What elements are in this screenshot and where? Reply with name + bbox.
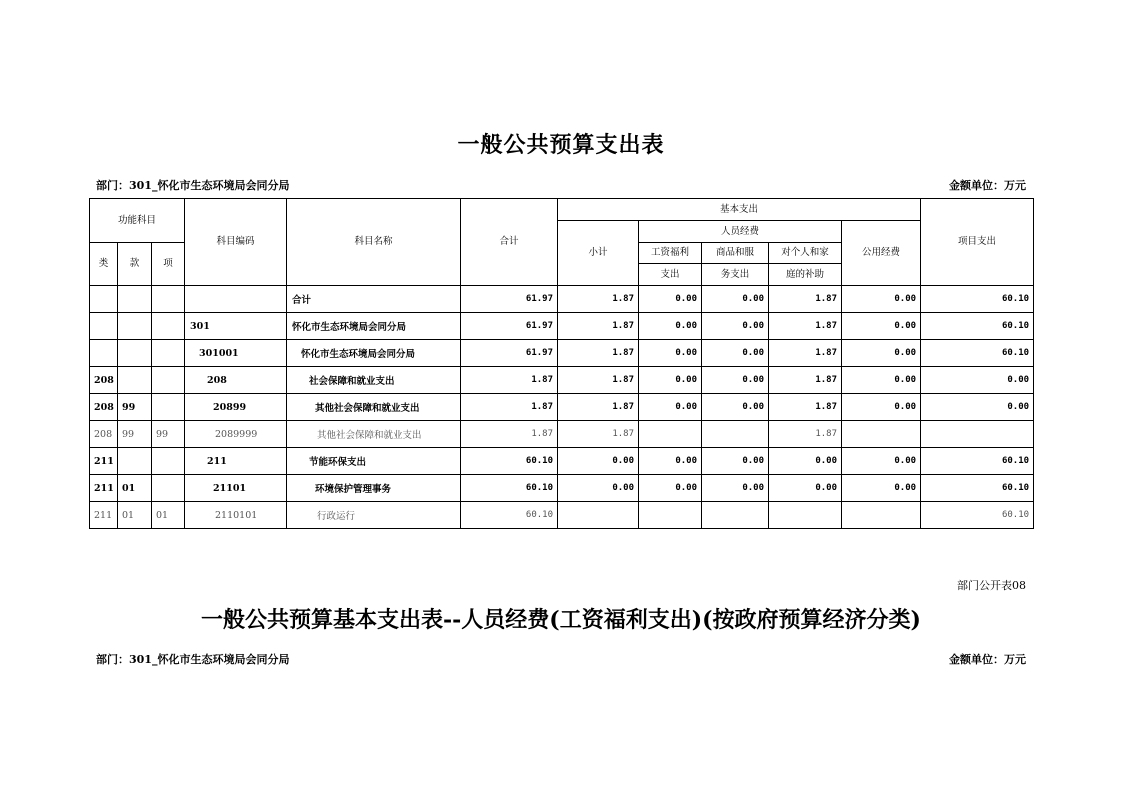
cell-kuan (118, 313, 152, 340)
cell-subtotal: 1.87 (558, 367, 639, 394)
cell-wage: 0.00 (639, 340, 702, 367)
cell-lei (90, 340, 118, 367)
header-kuan: 款 (118, 243, 152, 286)
cell-code: 208 (185, 367, 287, 394)
cell-xiang: 99 (152, 421, 185, 448)
cell-subtotal: 1.87 (558, 421, 639, 448)
cell-goods: 0.00 (702, 340, 769, 367)
cell-subtotal: 1.87 (558, 340, 639, 367)
header-name: 科目名称 (287, 199, 461, 286)
cell-lei: 211 (90, 502, 118, 529)
cell-xiang (152, 367, 185, 394)
cell-kuan: 01 (118, 475, 152, 502)
cell-public: 0.00 (842, 448, 921, 475)
cell-xiang (152, 286, 185, 313)
table-row (90, 313, 1034, 340)
cell-goods: 0.00 (702, 448, 769, 475)
cell-project: 60.10 (921, 502, 1034, 529)
cell-total: 1.87 (461, 421, 558, 448)
cell-lei: 208 (90, 421, 118, 448)
cell-family: 1.87 (769, 367, 842, 394)
cell-family: 1.87 (769, 394, 842, 421)
table-body (90, 286, 1034, 529)
cell-code: 21101 (185, 475, 287, 502)
cell-public: 0.00 (842, 313, 921, 340)
cell-wage: 0.00 (639, 286, 702, 313)
cell-public: 0.00 (842, 340, 921, 367)
cell-lei: 208 (90, 367, 118, 394)
cell-total: 60.10 (461, 475, 558, 502)
page-title: 一般公共预算支出表 (457, 132, 665, 158)
cell-name: 其他社会保障和就业支出 (287, 421, 461, 448)
table-row (90, 475, 1034, 502)
header-total: 合计 (461, 199, 558, 286)
cell-family: 1.87 (769, 313, 842, 340)
cell-name: 怀化市生态环境局会同分局 (287, 340, 461, 367)
header-goods-1: 商品和服 (702, 243, 769, 264)
header-func: 功能科目 (90, 199, 185, 243)
cell-code: 301001 (185, 340, 287, 367)
department-label: 部门：301_怀化市生态环境局会同分局 (96, 179, 290, 192)
cell-project: 60.10 (921, 340, 1034, 367)
cell-wage: 0.00 (639, 394, 702, 421)
cell-kuan (118, 448, 152, 475)
cell-name: 节能环保支出 (287, 448, 461, 475)
cell-name: 行政运行 (287, 502, 461, 529)
cell-xiang (152, 394, 185, 421)
cell-code: 2110101 (185, 502, 287, 529)
header-wage-2: 支出 (639, 264, 702, 286)
cell-wage: 0.00 (639, 367, 702, 394)
cell-goods (702, 421, 769, 448)
cell-code: 211 (185, 448, 287, 475)
cell-goods: 0.00 (702, 475, 769, 502)
table-row (90, 394, 1034, 421)
table-row (90, 448, 1034, 475)
cell-lei: 211 (90, 448, 118, 475)
cell-total: 60.10 (461, 502, 558, 529)
cell-name: 怀化市生态环境局会同分局 (287, 313, 461, 340)
header-lei: 类 (90, 243, 118, 286)
unit-label: 金额单位：万元 (949, 179, 1026, 192)
cell-wage: 0.00 (639, 475, 702, 502)
cell-goods: 0.00 (702, 394, 769, 421)
cell-public (842, 421, 921, 448)
cell-code: 2089999 (185, 421, 287, 448)
cell-project: 60.10 (921, 313, 1034, 340)
cell-project: 60.10 (921, 286, 1034, 313)
cell-xiang: 01 (152, 502, 185, 529)
cell-subtotal: 1.87 (558, 394, 639, 421)
cell-lei: 208 (90, 394, 118, 421)
table-meta (96, 177, 1026, 193)
cell-public (842, 502, 921, 529)
cell-goods (702, 502, 769, 529)
cell-family: 0.00 (769, 448, 842, 475)
cell-wage: 0.00 (639, 448, 702, 475)
cell-xiang (152, 448, 185, 475)
cell-family (769, 502, 842, 529)
cell-lei (90, 313, 118, 340)
cell-code: 301 (185, 313, 287, 340)
cell-total: 61.97 (461, 313, 558, 340)
cell-family: 1.87 (769, 340, 842, 367)
cell-kuan (118, 286, 152, 313)
cell-kuan (118, 367, 152, 394)
cell-goods: 0.00 (702, 367, 769, 394)
cell-total: 60.10 (461, 448, 558, 475)
cell-name: 环境保护管理事务 (287, 475, 461, 502)
table-meta-2 (96, 651, 1026, 667)
header-basic: 基本支出 (558, 199, 921, 221)
cell-public: 0.00 (842, 286, 921, 313)
cell-kuan: 99 (118, 421, 152, 448)
cell-kuan: 01 (118, 502, 152, 529)
cell-code: 20899 (185, 394, 287, 421)
cell-project (921, 421, 1034, 448)
cell-wage: 0.00 (639, 313, 702, 340)
cell-total: 61.97 (461, 286, 558, 313)
cell-public: 0.00 (842, 394, 921, 421)
cell-total: 1.87 (461, 394, 558, 421)
cell-family: 1.87 (769, 286, 842, 313)
unit-label-2: 金额单位：万元 (949, 653, 1026, 666)
cell-lei (90, 286, 118, 313)
cell-code (185, 286, 287, 313)
header-project: 项目支出 (921, 199, 1034, 286)
cell-goods: 0.00 (702, 313, 769, 340)
cell-total: 61.97 (461, 340, 558, 367)
table-row (90, 340, 1034, 367)
cell-subtotal: 0.00 (558, 475, 639, 502)
cell-lei: 211 (90, 475, 118, 502)
cell-name: 合计 (287, 286, 461, 313)
cell-family: 1.87 (769, 421, 842, 448)
header-wage-1: 工资福利 (639, 243, 702, 264)
cell-subtotal: 1.87 (558, 313, 639, 340)
table-row (90, 367, 1034, 394)
table-row (90, 502, 1034, 529)
cell-family: 0.00 (769, 475, 842, 502)
table-number: 部门公开表08 (957, 579, 1026, 592)
header-goods-2: 务支出 (702, 264, 769, 286)
cell-project: 60.10 (921, 448, 1034, 475)
header-public: 公用经费 (842, 221, 921, 286)
second-page-title: 一般公共预算基本支出表--人员经费(工资福利支出)(按政府预算经济分类) (201, 607, 921, 633)
table-header (90, 199, 1034, 286)
cell-wage (639, 421, 702, 448)
cell-subtotal (558, 502, 639, 529)
table-row (90, 286, 1034, 313)
cell-xiang (152, 475, 185, 502)
header-code: 科目编码 (185, 199, 287, 286)
cell-project: 0.00 (921, 394, 1034, 421)
cell-kuan (118, 340, 152, 367)
cell-project: 60.10 (921, 475, 1034, 502)
cell-public: 0.00 (842, 367, 921, 394)
header-family-2: 庭的补助 (769, 264, 842, 286)
cell-kuan: 99 (118, 394, 152, 421)
header-family-1: 对个人和家 (769, 243, 842, 264)
cell-wage (639, 502, 702, 529)
header-xiang: 项 (152, 243, 185, 286)
budget-table (89, 198, 1034, 529)
header-personnel: 人员经费 (639, 221, 842, 243)
header-subtotal: 小计 (558, 221, 639, 286)
cell-xiang (152, 340, 185, 367)
table-row (90, 421, 1034, 448)
cell-name: 社会保障和就业支出 (287, 367, 461, 394)
cell-public: 0.00 (842, 475, 921, 502)
cell-subtotal: 0.00 (558, 448, 639, 475)
cell-project: 0.00 (921, 367, 1034, 394)
cell-xiang (152, 313, 185, 340)
cell-goods: 0.00 (702, 286, 769, 313)
cell-total: 1.87 (461, 367, 558, 394)
cell-name: 其他社会保障和就业支出 (287, 394, 461, 421)
department-label-2: 部门：301_怀化市生态环境局会同分局 (96, 653, 290, 666)
cell-subtotal: 1.87 (558, 286, 639, 313)
